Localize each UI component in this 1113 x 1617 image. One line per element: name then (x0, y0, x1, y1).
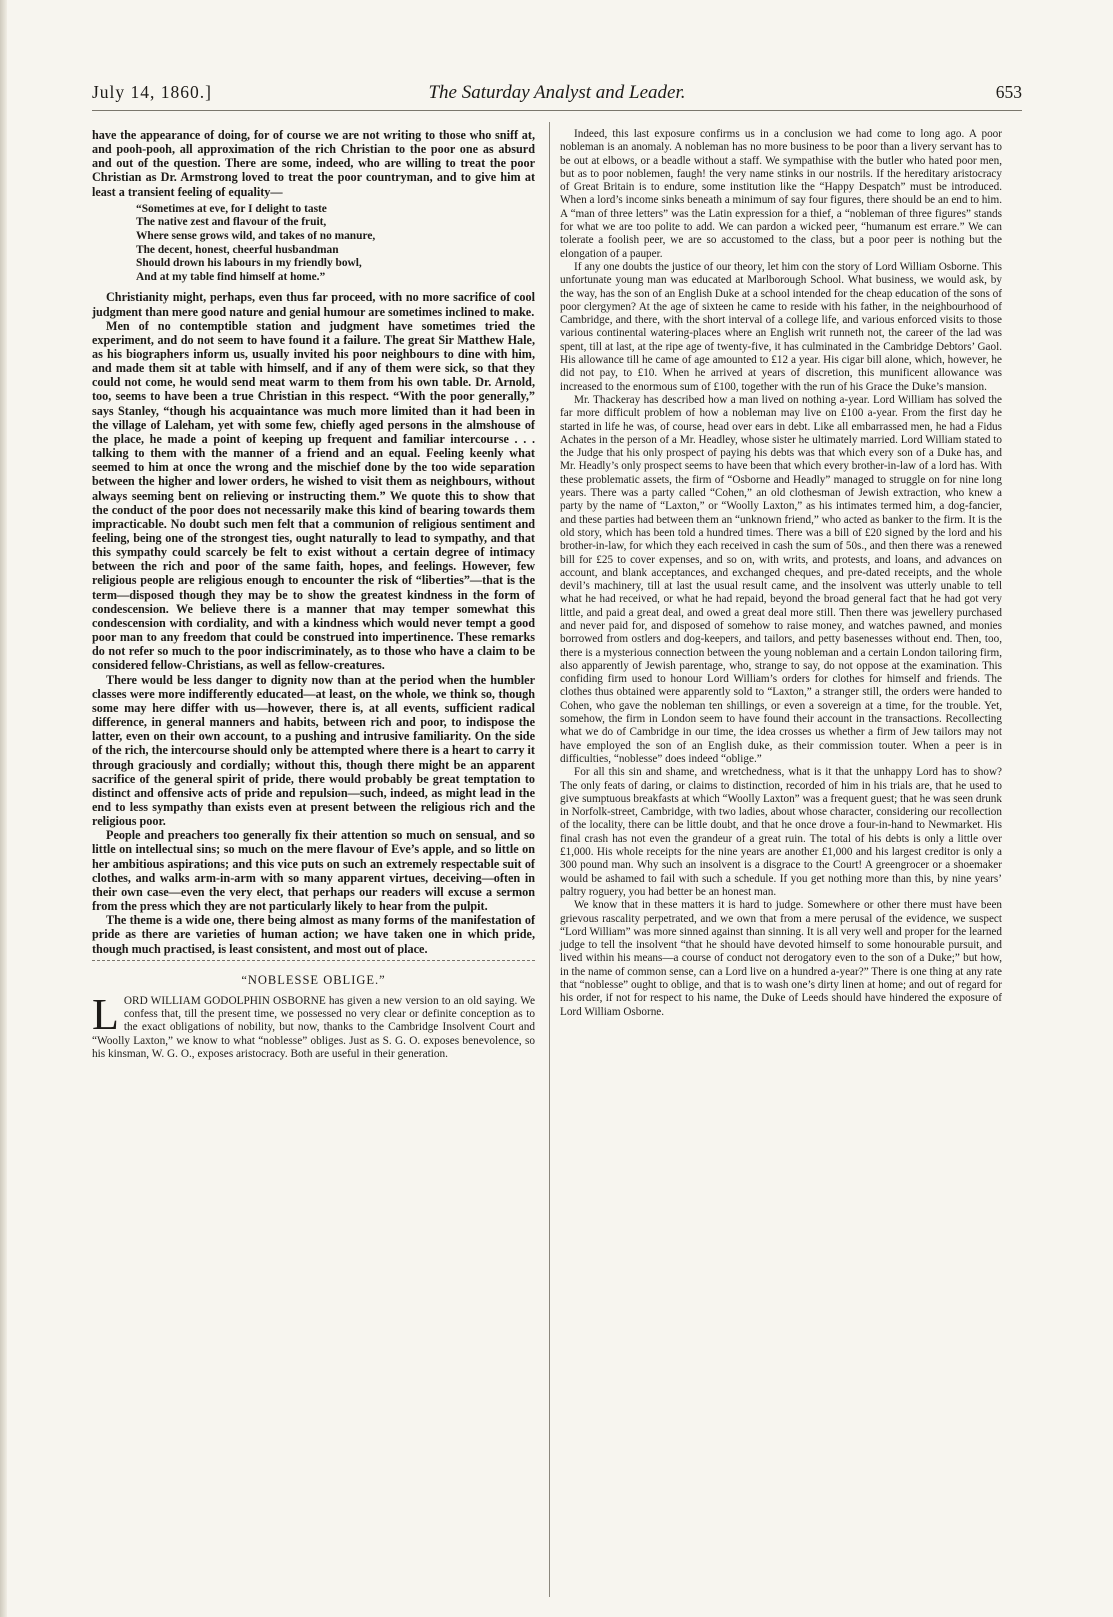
section-rule (92, 960, 535, 961)
page-number: 653 (995, 82, 1022, 102)
article-paragraph: For all this sin and shame, and wretchedness, what is it that the unhappy Lord has to show? The only feats of daring, or claims to distinction, recorded of him in his trials are, that he used to give sumptuous breakfasts at which “Woolly Laxton” was a frequent guest; that he was seen drunk in Norfolk-street, Cambridge, with two ladies, about whose character, considering our recollection of the locality, there can be little doubt, and that he once drove a four-in-hand to Newmarket. His final crash has not even the grandeur of a great ruin. The total of his debts is only a little over £1,000. His whole receipts for the nine years are another £1,000 and his largest creditor is only a 300 pound man. Why such an insolvent is a disgrace to the Court! A greengrocer or a shoemaker would be ashamed to fail with such a schedule. If you get nothing more than this, by nine years’ paltry roguery, you had better be an honest man. (560, 766, 1002, 898)
article-paragraph: Indeed, this last exposure confirms us in a conclusion we had come to long ago. A poor nobleman is an anomaly. A nobleman has no more business to be poor than a livery servant has to be out at elbows, or a beadle without a staff. We sympathise with the butler who hated poor men, but as to poor noblemen, faugh! the very name stinks in our nostrils. If the hereditary aristocracy of Great Britain is to endure, some institution like the “Happy Despatch” must be introduced. When a lord’s income sinks beneath a minimum of say four figures, there should be an end to him. A “man of three letters” was the Latin expression for a thief, a “nobleman of three figures” stands for what we are too polite to add. We can pardon a wicked peer, “humanum est errare.” We can tolerate a foolish peer, we are so accustomed to the class, but a poor peer is nothing but the elongation of a pauper. (560, 128, 1002, 260)
article-paragraph: If any one doubts the justice of our theory, let him con the story of Lord William Osborne. This unfortunate young man was educated at Marlborough School. What business, we would ask, by the way, has the son of an English Duke at a school intended for the cheap education of the sons of poor clergymen? At the age of sixteen he came to reside with his father, in the neighbourhood of Cambridge, and there, with the short interval of a college life, and various enforced visits to those various continental watering-places where an English writ runneth not, the career of the lad was spent, till at last, at the ripe age of twenty-five, it has culminated in the Cambridge Debtors’ Gaol. His allowance till he came of age amounted to £12 a year. His cigar bill alone, which, however, he did not pay, to £10. When he arrived at years of discretion, this munificent allowance was increased to the enormous sum of £100, together with the run of his Grace the Duke’s mansion. (560, 260, 1002, 393)
article-paragraph: We know that in these matters it is hard to judge. Somewhere or other there must have been grievous rascality perpetrated, and we own that from a mere perusal of the evidence, we suspect “Lord William” was more sinned against than sinning. It is all very well and proper for the learned judge to tell the insolvent “that he should have devoted himself to some honourable pursuit, and lived within his means—a course of conduct not derogatory even to the son of a Duke;” but how, in the name of common sense, can a Lord live on a hundred a-year?” There is one thing at any rate that “noblesse” ought to oblige, and that is to wash one’s dirty linen at home; and out of regard for his order, if not for respect to his name, the Duke of Leeds should have hindered the exposure of Lord William Osborne. (560, 899, 1002, 1018)
verse-line: The native zest and flavour of the fruit, (136, 216, 327, 229)
drop-cap-paragraph-text: ORD WILLIAM GODOLPHIN OSBORNE has given a new version to an old saying. We confess that, till the present time, we possessed no very clear or definite conception as to the exact obligations of nobility, but now, thanks to the Cambridge Insolvent Court and “Woolly Laxton,” we know to what “noblesse” obliges. Just as S. G. O. exposes benevolence, so his kinsman, W. G. O., exposes aristocracy. Both are useful in their generation. (92, 994, 535, 1061)
verse-line: “Sometimes at eve, for I delight to taste (136, 202, 327, 215)
verse-quote (136, 203, 535, 285)
verse-line: The decent, honest, cheerful husbandman (136, 243, 339, 256)
column-divider (549, 122, 550, 1597)
running-header (92, 82, 1022, 108)
left-column (92, 128, 535, 1061)
article-paragraph: People and preachers too generally fix their attention so much on sensual, and so little on intellectual sins; so much on the mere flavour of Eve’s apple, and so little on her ambitious aspirations; and this vice puts on such an extremely respectable suit of clothes, and walks arm-in-arm with so many apparent virtues, deceiving—often in their own case—even the very elect, that perhaps our readers will excuse a sermon from the press which they are not particularly likely to hear from the pulpit. (92, 828, 535, 914)
page-spine-edge (0, 0, 7, 1617)
article-paragraph: The theme is a wide one, there being almost as many forms of the manifestation of pride as there are varieties of human action; we have taken one in which pride, though much practised, is least consistent, and most out of place. (92, 913, 535, 956)
right-column (560, 128, 1002, 1019)
article-paragraph: There would be less danger to dignity now than at the period when the humbler classes were more indifferently educated—at least, on the whole, we think so, though some may here differ with us—however, there is, at all events, sufficient radical difference, in general manners and habits, between rich and poor, to indispose the latter, even on their own account, to a pushing and intrusive familiarity. On the side of the rich, the intercourse should only be attempted where there is a heart to carry it through graciously and cordially; without this, though there might be an apparent sacrifice of the general spirit of pride, there would probably be great temptation to distinct and offensive acts of pride and repulsion—such, indeed, as might lead in the end to less sympathy than exists even at present between the religious rich and the religious poor. (92, 672, 535, 829)
article-paragraph: Christianity might, perhaps, even thus far proceed, with no more sacrifice of cool judgment than mere good nature and genial humour are sometimes inclined to make. (92, 290, 535, 319)
article-paragraph: Men of no contemptible station and judgment have sometimes tried the experiment, and do not seem to have found it a failure. The great Sir Matthew Hale, as his biographers inform us, usually invited his poor neighbours to dine with him, and made them sit at table with himself, and if any of them were sick, so that they could not come, he would send meat warm to them from his own table. Dr. Arnold, too, seems to have been a true Christian in this respect. “With the poor generally,” says Stanley, “though his acquaintance was much more limited than it had been in the village of Laleham, yet with some few, chiefly aged persons in the almshouse of the place, he made a point of keeping up frequent and familiar intercourse . . . talking to them with the manner of a friend and an equal. Feeling keenly what seemed to him at once the wrong and the mischief done by the too wide separation between the higher and lower orders, he wished to visit them as neighbours, without always seeming bent on relieving or instructing them.” We quote this to show that the conduct of the poor does not necessarily make this kind of bearing towards them impracticable. No doubt such men felt that a communion of religious sentiment and feeling, being one of the strongest ties, ought naturally to lead to sympathy, and that this sympathy could scarcely be felt to exist without a certain degree of intimacy between the rich and poor of the same faith, hopes, and feelings. However, few religious people are religious enough to encounter the risk of “liberties”—that is the term—disposed though they may be to show the greatest kindness in the form of condescension. We believe there is a manner that may temper somewhat this condescension with cordiality, and with a kindness which would never tempt a good poor man to any freedom that could be construed into impertinence. These remarks do not refer so much to the poor indiscriminately, as to those who have a claim to be considered fellow-Christians, as well as fellow-creatures. (92, 318, 535, 673)
section-heading: “NOBLESSE OBLIGE.” (241, 972, 386, 987)
article-paragraph: have the appearance of doing, for of course we are not writing to those who sniff at, and pooh-pooh, all approximation of the rich Christian to the poor one as absurd and out of the question. There are some, indeed, who are willing to treat the poor Christian as Dr. Armstrong loved to treat the poor countryman, and to give him at least a transient feeling of equality— (92, 128, 535, 199)
drop-cap-letter: L (92, 989, 119, 1039)
issue-date: July 14, 1860.] (92, 82, 212, 102)
verse-line: Where sense grows wild, and takes of no manure, (136, 229, 376, 242)
article-paragraph: Mr. Thackeray has described how a man lived on nothing a-year. Lord William has solved the far more difficult problem of how a nobleman may live on £100 a-year. From the first day he started in life he was, of course, head over ears in debt. Like all embarrassed men, he had a Fidus Achates in the person of a Mr. Headley, whose sister he ultimately married. Lord William stated to the Judge that his only prospect of paying his debts was that which every son of a Duke has, and Mr. Headly’s only prospect seems to have been that which every brother-in-law of a lord has. With these problematic assets, the firm of “Osborne and Headly” managed to struggle on for nine long years. There was a party called “Cohen,” an old clothesman of Jewish extraction, who knew a party by the name of “Laxton,” or “Woolly Laxton,” as his intimates termed him, a dog-fancier, and these parties had between them an “unknown friend,” who acted as banker to the firm. It is the old story, which has been told a hundred times. There was a bill of £20 signed by the lord and his brother-in-law, for which they each received in cash the sum of 50s., and then there was a renewed bill for £25 to cover expenses, and so on, with writs, and protests, and loans, and advances on account, and blank acceptances, and exchanged cheques, and pre-dated receipts, and the whole devil’s machinery, till at last the usual result came, and the insolvent was utterly unable to tell what he had received, or what he had repaid, beyond the broad general fact that he had got very little, and paid a great deal, and owed a great deal more still. Then there was jewellery purchased and never paid for, and disposed of somehow to raise money, and watches pawned, and monies borrowed from ostlers and dog-keepers, and tailors, and petty basenesses without end. Then, too, there is a mysterious connection between the young nobleman and a certain London tailoring firm, also apparently of Jewish parentage, who, strange to say, do not oppose at the examination. This confiding firm used to honour Lord William’s orders for clothes for himself and friends. The clothes thus obtained were apparently sold to “Laxton,” a stranger still, the orders were handed to Cohen, who gave the nobleman ten shillings, or even a sovereign at a time, for the trouble. Yet, somehow, the firm in London seem to have found their account in the transactions. Recollecting what we do of Cambridge in our time, the idea crosses us whether a firm of Jew tailors may not have employed the son of an English duke, as their commission touter. When a peer is in difficulties, “noblesse” does indeed “oblige.” (560, 393, 1002, 765)
header-rule (92, 110, 1022, 111)
article-paragraph (92, 989, 535, 1061)
verse-line: And at my table find himself at home.” (136, 270, 326, 283)
verse-line: Should drown his labours in my friendly bowl, (136, 257, 362, 270)
publication-title: The Saturday Analyst and Leader. (428, 82, 686, 103)
